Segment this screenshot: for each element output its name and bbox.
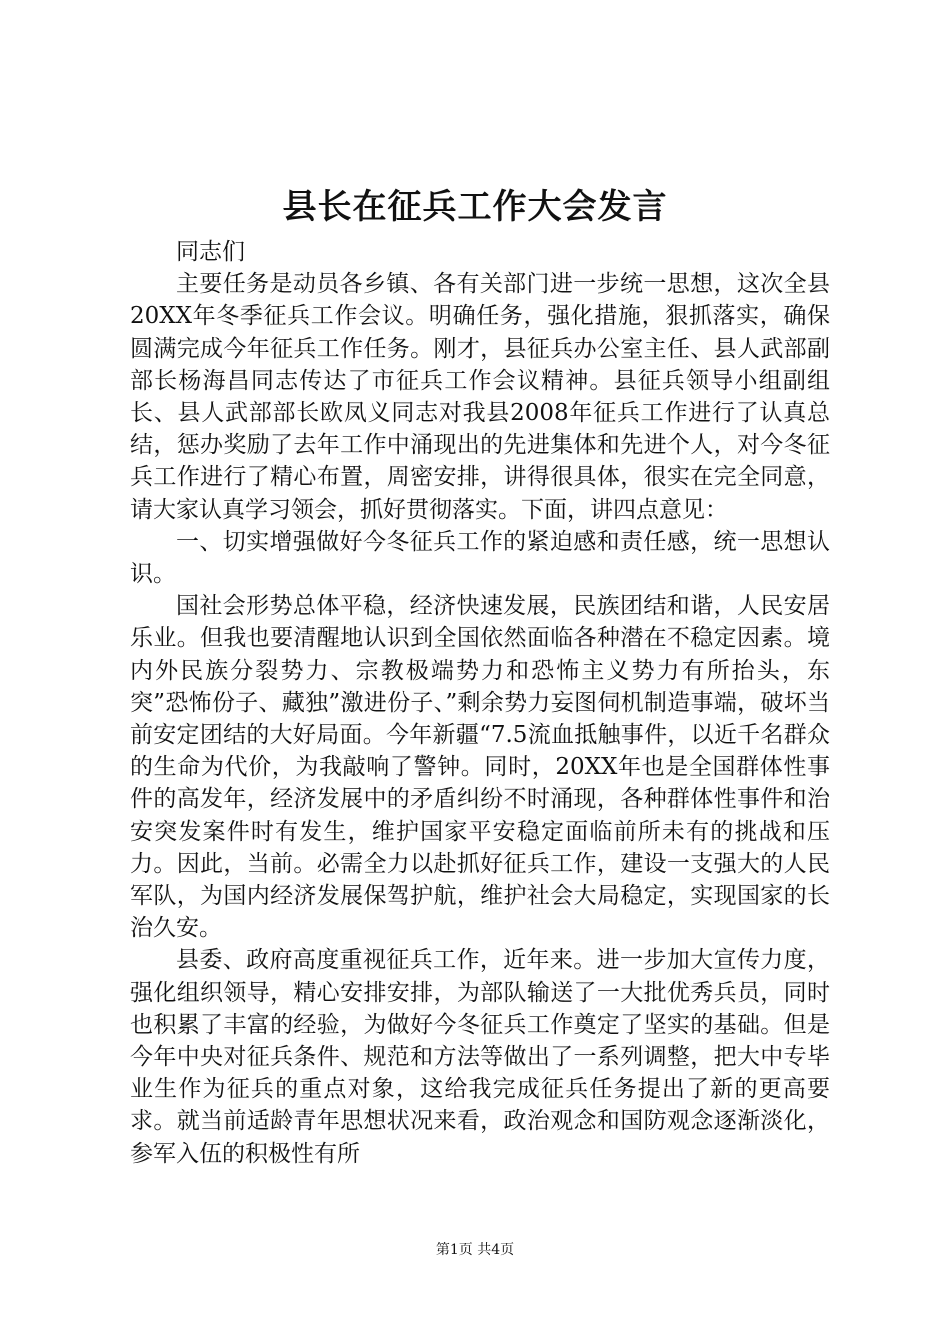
document-body: [130, 236, 830, 1170]
page-number-footer: 第1页 共4页: [435, 1242, 515, 1258]
section-heading-paragraph: 一、切实增强做好今冬征兵工作的紧迫感和责任感，统一思想认识。: [130, 528, 830, 588]
situation-paragraph: 国社会形势总体平稳，经济快速发展，民族团结和谐，人民安居乐业。但我也要清醒地认识到全国依然面临各种潜在不稳定因素。境内外民族分裂势力、宗教极端势力和恐怖主义势力有所抬头，东突”恐怖份子、藏独”激进份子、”剩余势力妄图伺机制造事端，破坏当前安定团结的大好局面。今年新疆“7.5流血抵触事件，以近千名群众的生命为代价，为我敲响了警钟。同时，20XX年也是全国群体性事件的高发年，经济发展中的矛盾纠纷不时涌现，各种群体性事件和治安突发案件时有发生，维护国家平安稳定面临前所未有的挑战和压力。因此，当前。必需全力以赴抓好征兵工作，建设一支强大的人民军队，为国内经济发展保驾护航，维护社会大局稳定，实现国家的长治久安。: [130, 593, 830, 942]
salutation-paragraph: 同志们: [176, 239, 245, 265]
county-work-paragraph: 县委、政府高度重视征兵工作，近年来。进一步加大宣传力度，强化组织领导，精心安排安排，为部队输送了一大批优秀兵员，同时也积累了丰富的经验，为做好今冬征兵工作奠定了坚实的基础。但是今年中央对征兵条件、规范和方法等做出了一系列调整，把大中专毕业生作为征兵的重点对象，这给我完成征兵任务提出了新的更高要求。就当前适龄青年思想状况来看，政治观念和国防观念逐渐淡化，参军入伍的积极性有所: [130, 947, 830, 1167]
intro-paragraph: 主要任务是动员各乡镇、各有关部门进一步统一思想，这次全县20XX年冬季征兵工作会议。明确任务，强化措施，狠抓落实，确保圆满完成今年征兵工作任务。刚才，县征兵办公室主任、县人武部副部长杨海昌同志传达了市征兵工作会议精神。县征兵领导小组副组长、县人武部部长欧凤义同志对我县2008年征兵工作进行了认真总结，惩办奖励了去年工作中涌现出的先进集体和先进个人，对今冬征兵工作进行了精心布置，周密安排，讲得很具体，很实在完全同意，请大家认真学习领会，抓好贯彻落实。下面，讲四点意见：: [130, 271, 830, 523]
document-title: 县长在征兵工作大会发言: [282, 187, 668, 227]
